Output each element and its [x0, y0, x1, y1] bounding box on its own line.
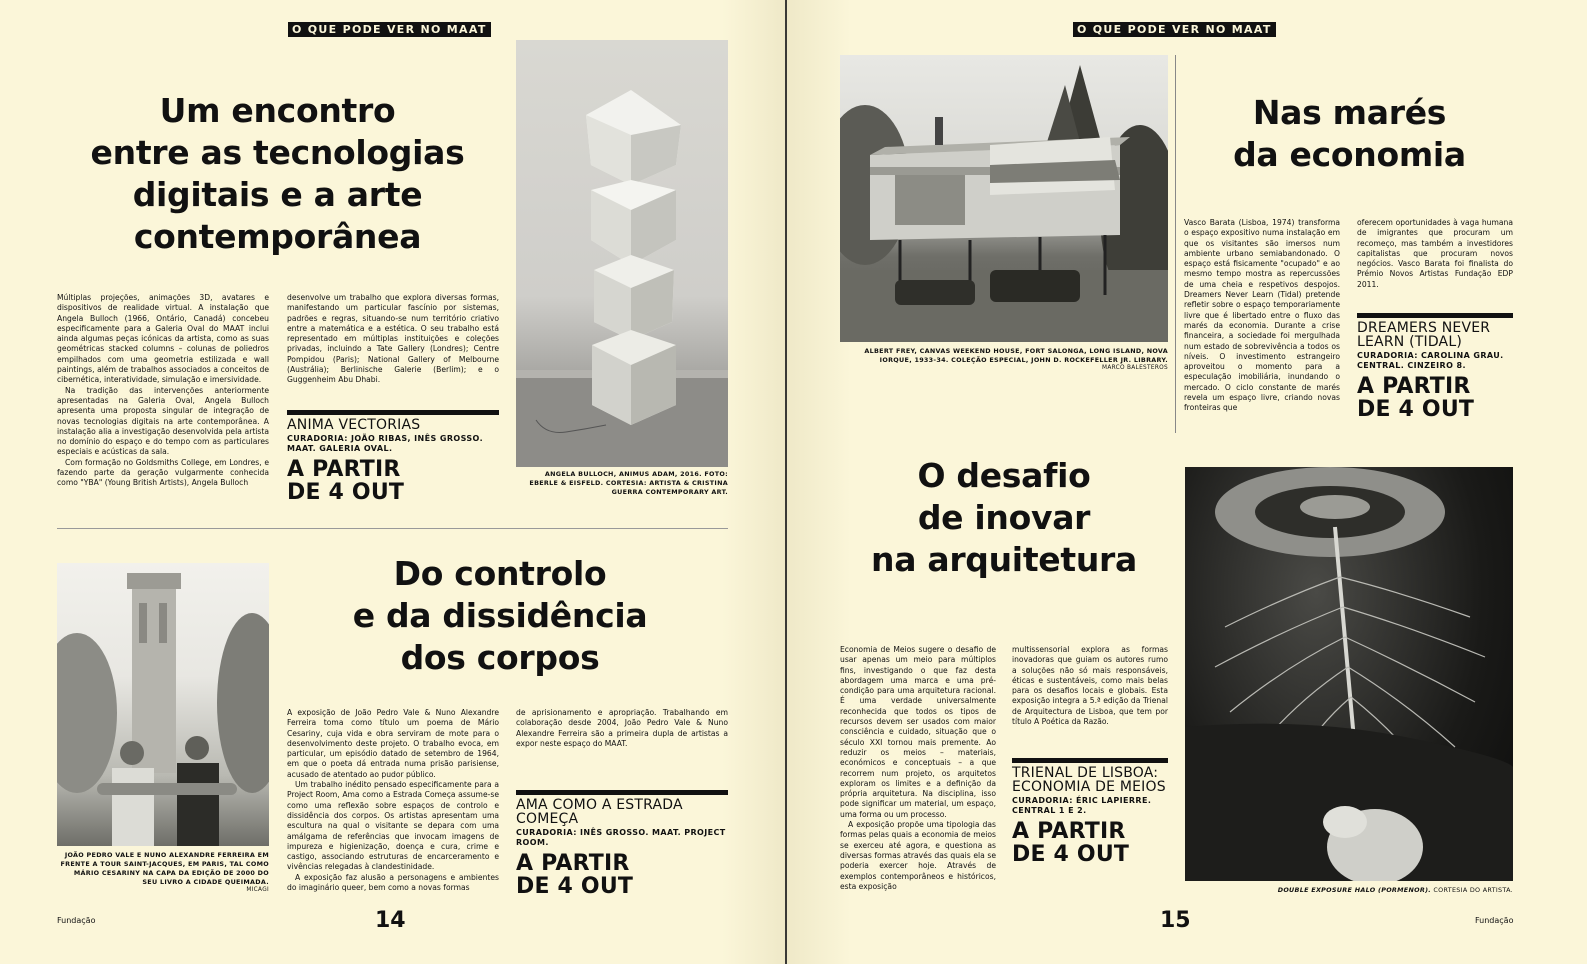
sculpture-photo: [516, 40, 728, 467]
exhibition-title: TRIENAL DE LISBOA: ECONOMIA DE MEIOS: [1012, 765, 1166, 795]
headline-line: da economia: [1233, 135, 1466, 174]
section-kicker: O QUE PODE VER NO MAAT: [1073, 22, 1276, 37]
artists-photo: [57, 563, 269, 846]
curator-info: CURADORIA: ÉRIC LAPIERRE. CENTRAL 1 E 2.: [1012, 796, 1152, 815]
right-page: [787, 0, 1587, 964]
body-column-1: [57, 293, 269, 489]
headline-line: na arquitetura: [871, 540, 1137, 579]
photo-credit: MICAGI: [246, 887, 269, 893]
headline-line: entre as tecnologias: [90, 133, 465, 172]
paragraph: Vasco Barata (Lisboa, 1974) transforma o espaço expositivo numa instalação em que os visitantes são imersos num ambiente urbano semiabandonado. O espaço está fisicamente "ocupado" e ao mesmo tempo mostra as repercussões de uma cheia e respetivos despojos. Dreamers Never Learn (Tidal) pretende refletir sobre o espaço temporariamente livre que é libertado entre o fluxo das marés da economia. Durante a crise financeira, a sociedade foi mergulhada num estado de sobrevivência a todos os níveis. O investimento estrangeiro aproveitou o momento para a especulação imobiliária, inundando o mercado. O ciclo constante de marés revela um espaço livre, criando novas fronteiras que: [1184, 218, 1340, 413]
headline-line: de inovar: [917, 498, 1091, 537]
headline-controlo: [290, 553, 710, 679]
body-column-1: [287, 708, 499, 893]
photo-caption: JOÃO PEDRO VALE E NUNO ALEXANDRE FERREIRA EM FRENTE A TOUR SAINT-JACQUES, EM PARIS, TAL COMO MÁRIO CESARINY NA CAPA DA EDIÇÃO DE 2000 DO SEU LIVRO A CIDADE QUEIMADA.: [60, 851, 269, 886]
peacock-feather-image: [1185, 467, 1513, 881]
paragraph: multissensorial explora as formas inovadoras que guiam os autores rumo a soluções não só mais responsáveis, éticas e sustentáveis, como mais belas para os desafios locais e globais. Esta exposição integra a 5.ª edição da Trienal de Arquitectura de Lisboa, que tem por título A Poética da Razão.: [1012, 645, 1168, 727]
headline-line: Do controlo: [393, 554, 607, 593]
canvas-weekend-house-image: [840, 55, 1168, 342]
exhibition-info-box: [516, 790, 728, 898]
body-column-2: [1357, 218, 1513, 290]
paragraph: Economia de Meios sugere o desafio de usar apenas um meio para múltiplos fins, investigando o que faz desta abordagem uma marca e uma pré-condição para uma arquitetura racional. É uma verdade universalmente reconhecida que todos os tipos de recursos devem ser usados com maior consciência e cuidado, situação que o século XXI tornou mais premente. Ao reduzir os meios – materiais, económicos e conceptuais – a que recorrem num projeto, os arquitetos exploram os limites e a definição da própria arquitetura. Na disciplina, isso pode significar um material, um espaço, uma forma ou um processo.: [840, 645, 996, 819]
photo-caption: DOUBLE EXPOSURE HALO (PORMENOR).: [1277, 886, 1432, 894]
feather-photo: [1185, 467, 1513, 881]
paragraph: de aprisionamento e apropriação. Trabalhando em colaboração desde 2004, João Pedro Vale & Nuno Alexandre Ferreira são a primeira dupla de artistas a expor neste espaço do MAAT.: [516, 708, 728, 748]
exhibition-info-box: [1012, 758, 1168, 866]
section-divider: [57, 528, 728, 529]
footer-brand: Fundação: [57, 916, 96, 925]
headline-encontro: [60, 90, 495, 258]
exhibition-date: A PARTIR DE 4 OUT: [1357, 374, 1475, 422]
body-column-2: [1012, 645, 1168, 727]
exhibition-date: A PARTIR DE 4 OUT: [1012, 819, 1130, 867]
paragraph: Na tradição das intervenções anteriormente apresentadas na Galeria Oval, Angela Bulloch apresenta uma proposta singular de integração de novas tecnologias digitais na arte contemporânea. A instalação alia a investigação desenvolvida pela artista no domínio do espaço e do tempo com as particulares especiais e acústicas da sala.: [57, 385, 269, 457]
paragraph: A exposição faz alusão a personagens e ambientes do imaginário queer, bem como a novas formas: [287, 872, 499, 893]
photo-credit: MARCO BALESTEROS: [1102, 365, 1168, 371]
body-column-2: [287, 293, 499, 386]
exhibition-date: A PARTIR DE 4 OUT: [287, 457, 405, 505]
photo-caption: ALBERT FREY, CANVAS WEEKEND HOUSE, FORT SALONGA, LONG ISLAND, NOVA IORQUE, 1933-34. COLEÇÃO ESPECIAL, JOHN D. ROCKEFELLER JR. LIBRARY.: [864, 347, 1168, 364]
exhibition-title: ANIMA VECTORIAS: [287, 417, 421, 433]
page-number: 15: [1160, 908, 1191, 933]
curator-info: CURADORIA: CAROLINA GRAU. CENTRAL. CINZEIRO 8.: [1357, 351, 1504, 370]
curator-info: CURADORIA: INÊS GROSSO. MAAT. PROJECT ROOM.: [516, 828, 726, 847]
headline-mares: [1182, 92, 1517, 176]
body-column-2: [516, 708, 728, 749]
body-column-1: [1184, 218, 1340, 414]
headline-line: O desafio: [917, 456, 1091, 495]
exhibition-title: AMA COMO A ESTRADA COMEÇA: [516, 797, 683, 827]
headline-line: contemporânea: [133, 217, 422, 256]
headline-line: Nas marés: [1252, 93, 1447, 132]
column-divider: [1175, 55, 1176, 433]
photo-credit: CORTESIA DO ARTISTA.: [1433, 886, 1513, 894]
photo-caption-line: [1185, 886, 1513, 895]
paragraph: A exposição propõe uma tipologia das formas pelas quais a economia de meios se exerceu até agora, e questiona as diversas formas através das quais ela se poderia exercer hoje. Através de exemplos contemporâneos e históricos, esta exposição: [840, 820, 996, 891]
exhibition-date: A PARTIR DE 4 OUT: [516, 851, 634, 899]
headline-line: digitais e a arte: [132, 175, 423, 214]
architecture-photo: [840, 55, 1168, 342]
stacked-columns-image: [516, 40, 728, 467]
left-page: [0, 0, 785, 964]
page-number: 14: [375, 908, 406, 933]
body-column-1: [840, 645, 996, 892]
paragraph: Um trabalho inédito pensado especificamente para a Project Room, Ama como a Estrada Começa assume-se como uma reflexão sobre espaços de controlo e dissidência dos corpos. Os artistas apresentam uma escultura na qual o visitante se depara com uma amálgama de referências que invocam imagens de impureza e higienização, doença e cura, crime e castigo, associando estruturas de encarceramento e vivências relegadas à clandestinidade.: [287, 780, 499, 872]
paragraph: A exposição de João Pedro Vale & Nuno Alexandre Ferreira toma como título um poema de Mário Cesariny, cuja vida e obra serviram de mote para o desenvolvimento deste projeto. O trabalho evoca, em particular, um episódio datado de setembro de 1964, em que o poeta dá entrada numa prisão parisiense, acusado de atentado ao pudor público.: [287, 708, 499, 779]
tour-saint-jacques-image: [57, 563, 269, 846]
headline-line: Um encontro: [159, 91, 396, 130]
paragraph: desenvolve um trabalho que explora diversas formas, manifestando um particular fascínio por sistemas, padrões e regras, situando-se num território criativo entre a matemática e a estética. O seu trabalho está representado em múltiplas instituições e coleções privadas, incluindo a Tate Gallery (Londres); Centre Pompidou (Paris); National Gallery of Melbourne (Austrália); Berlinische Galerie (Berlim); e o Guggenheim Abu Dhabi.: [287, 293, 499, 385]
headline-desafio: [840, 455, 1168, 581]
exhibition-info-box: [287, 410, 499, 504]
headline-line: e da dissidência: [352, 596, 648, 635]
footer-brand: Fundação: [1475, 916, 1514, 925]
section-kicker: O QUE PODE VER NO MAAT: [288, 22, 491, 37]
paragraph: oferecem oportunidades à vaga humana de imigrantes que procuram um recomeço, mas também a investidores capitalistas que procuram novos negócios. Vasco Barata foi finalista do Prémio Novos Artistas Fundação EDP 2011.: [1357, 218, 1513, 289]
exhibition-info-box: [1357, 313, 1513, 421]
curator-info: CURADORIA: JOÃO RIBAS, INÊS GROSSO. MAAT. GALERIA OVAL.: [287, 434, 484, 453]
paragraph: Múltiplas projeções, animações 3D, avatares e dispositivos de realidade virtual. A instalação que Angela Bulloch (1966, Ontário, Canadá) concebeu especificamente para a Galeria Oval do MAAT inclui ainda algumas peças icónicas da artista, como as suas geométricas stacked columns – colunas de poliedros empilhados com uma geometria estilizada e wall paintings, além de trabalhos associados a conceitos de cibernética, interatividade, simulação e imersividade.: [57, 293, 269, 385]
paragraph: Com formação no Goldsmiths College, em Londres, e fazendo parte da geração vulgarmente conhecida como "YBA" (Young British Artists), Angela Bulloch: [57, 457, 269, 488]
headline-line: dos corpos: [400, 638, 600, 677]
exhibition-title: DREAMERS NEVER LEARN (TIDAL): [1357, 320, 1491, 350]
photo-caption: ANGELA BULLOCH, ANIMUS ADAM, 2016. FOTO: EBERLE & EISFELD. CORTESIA: ARTISTA & CRISTINA GUERRA CONTEMPORARY ART.: [529, 470, 728, 496]
